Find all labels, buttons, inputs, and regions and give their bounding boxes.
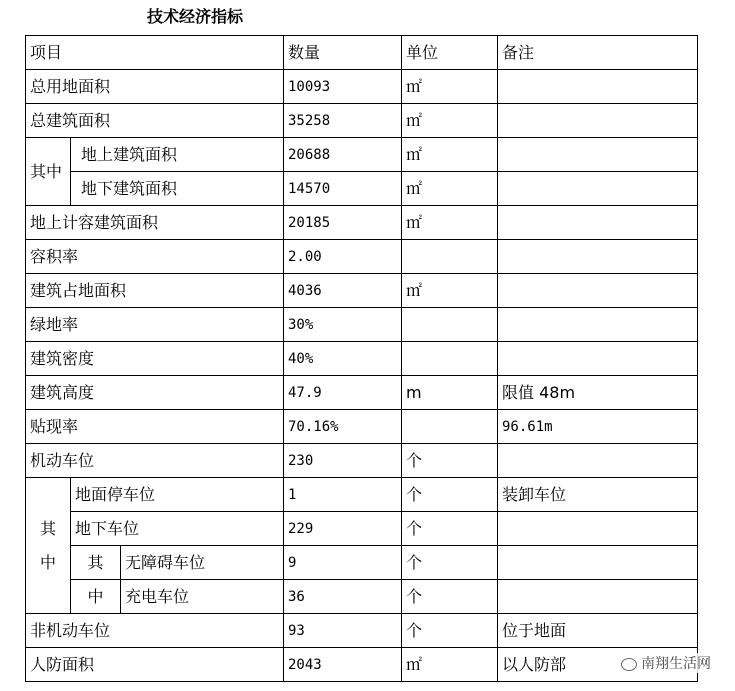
row-quantity: 93	[284, 614, 402, 648]
row-unit: ㎡	[402, 206, 498, 240]
row-quantity: 35258	[284, 104, 402, 138]
row-label: 地上建筑面积	[71, 138, 284, 172]
table-row	[26, 172, 698, 206]
row-note: 位于地面	[498, 614, 698, 648]
row-unit: 个	[402, 444, 498, 478]
row-quantity: 20688	[284, 138, 402, 172]
row-unit: ㎡	[402, 274, 498, 308]
group-label-qi: 其	[39, 518, 56, 538]
row-note	[498, 546, 698, 580]
table-row	[26, 614, 698, 648]
table-row	[26, 512, 698, 546]
row-label: 建筑占地面积	[26, 274, 284, 308]
subgroup-label-zhong: 中	[71, 580, 121, 614]
row-note	[498, 512, 698, 546]
row-label: 建筑密度	[26, 342, 284, 376]
row-quantity: 36	[284, 580, 402, 614]
row-label: 容积率	[26, 240, 284, 274]
table-row	[26, 546, 698, 580]
row-quantity: 14570	[284, 172, 402, 206]
row-quantity: 1	[284, 478, 402, 512]
row-label: 地下建筑面积	[71, 172, 284, 206]
row-unit: ㎡	[402, 104, 498, 138]
row-note	[498, 444, 698, 478]
row-note	[498, 240, 698, 274]
row-label: 总建筑面积	[26, 104, 284, 138]
table-row	[26, 376, 698, 410]
table-row	[26, 342, 698, 376]
row-unit: 个	[402, 580, 498, 614]
header-row	[26, 36, 698, 70]
row-note: 装卸车位	[498, 478, 698, 512]
row-unit	[402, 240, 498, 274]
row-unit	[402, 308, 498, 342]
table-row	[26, 104, 698, 138]
row-quantity: 40%	[284, 342, 402, 376]
row-quantity: 47.9	[284, 376, 402, 410]
table-row	[26, 206, 698, 240]
row-note	[498, 104, 698, 138]
row-note	[498, 172, 698, 206]
row-quantity: 229	[284, 512, 402, 546]
row-unit: ㎡	[402, 70, 498, 104]
watermark	[617, 653, 715, 673]
table-row	[26, 70, 698, 104]
group-label-qizhong-parking	[26, 478, 71, 614]
header-unit: 单位	[402, 36, 498, 70]
row-note	[498, 206, 698, 240]
table-row	[26, 648, 698, 682]
row-quantity: 9	[284, 546, 402, 580]
group-label-qizhong: 其中	[26, 138, 71, 206]
row-quantity: 30%	[284, 308, 402, 342]
table-row	[26, 308, 698, 342]
subgroup-label-qi: 其	[71, 546, 121, 580]
row-label: 地下车位	[71, 512, 284, 546]
row-unit: 个	[402, 512, 498, 546]
row-label: 人防面积	[26, 648, 284, 682]
row-unit: ㎡	[402, 138, 498, 172]
row-note	[498, 274, 698, 308]
table-row	[26, 580, 698, 614]
row-note: 限值 48m	[498, 376, 698, 410]
watermark-text: 南翔生活网	[641, 656, 711, 672]
row-label: 地面停车位	[71, 478, 284, 512]
row-note	[498, 342, 698, 376]
table-row	[26, 274, 698, 308]
row-unit	[402, 342, 498, 376]
group-label-zhong: 中	[39, 552, 56, 572]
tech-economic-table	[25, 35, 698, 682]
header-quantity: 数量	[284, 36, 402, 70]
row-quantity: 2043	[284, 648, 402, 682]
row-label: 无障碍车位	[121, 546, 284, 580]
row-note	[498, 138, 698, 172]
row-label: 建筑高度	[26, 376, 284, 410]
row-label: 绿地率	[26, 308, 284, 342]
row-unit: 个	[402, 478, 498, 512]
table-row	[26, 138, 698, 172]
header-item: 项目	[26, 36, 284, 70]
row-label: 机动车位	[26, 444, 284, 478]
row-unit	[402, 410, 498, 444]
row-label: 充电车位	[121, 580, 284, 614]
table-title: 技术经济指标	[146, 7, 243, 26]
row-unit: 个	[402, 546, 498, 580]
row-quantity: 70.16%	[284, 410, 402, 444]
row-quantity: 20185	[284, 206, 402, 240]
row-quantity: 4036	[284, 274, 402, 308]
row-quantity: 10093	[284, 70, 402, 104]
wechat-icon	[621, 658, 637, 671]
row-note	[498, 308, 698, 342]
row-unit: ㎡	[402, 172, 498, 206]
row-note	[498, 70, 698, 104]
row-quantity: 2.00	[284, 240, 402, 274]
row-label: 总用地面积	[26, 70, 284, 104]
row-unit: 个	[402, 614, 498, 648]
row-label: 非机动车位	[26, 614, 284, 648]
table-row	[26, 478, 698, 512]
row-note: 以人防部	[498, 648, 698, 682]
table-row	[26, 410, 698, 444]
row-label: 贴现率	[26, 410, 284, 444]
row-unit: m	[402, 376, 498, 410]
row-quantity: 230	[284, 444, 402, 478]
row-note	[498, 580, 698, 614]
table-row	[26, 444, 698, 478]
row-note: 96.61m	[498, 410, 698, 444]
row-label: 地上计容建筑面积	[26, 206, 284, 240]
header-note: 备注	[498, 36, 698, 70]
table-row	[26, 240, 698, 274]
row-unit: ㎡	[402, 648, 498, 682]
